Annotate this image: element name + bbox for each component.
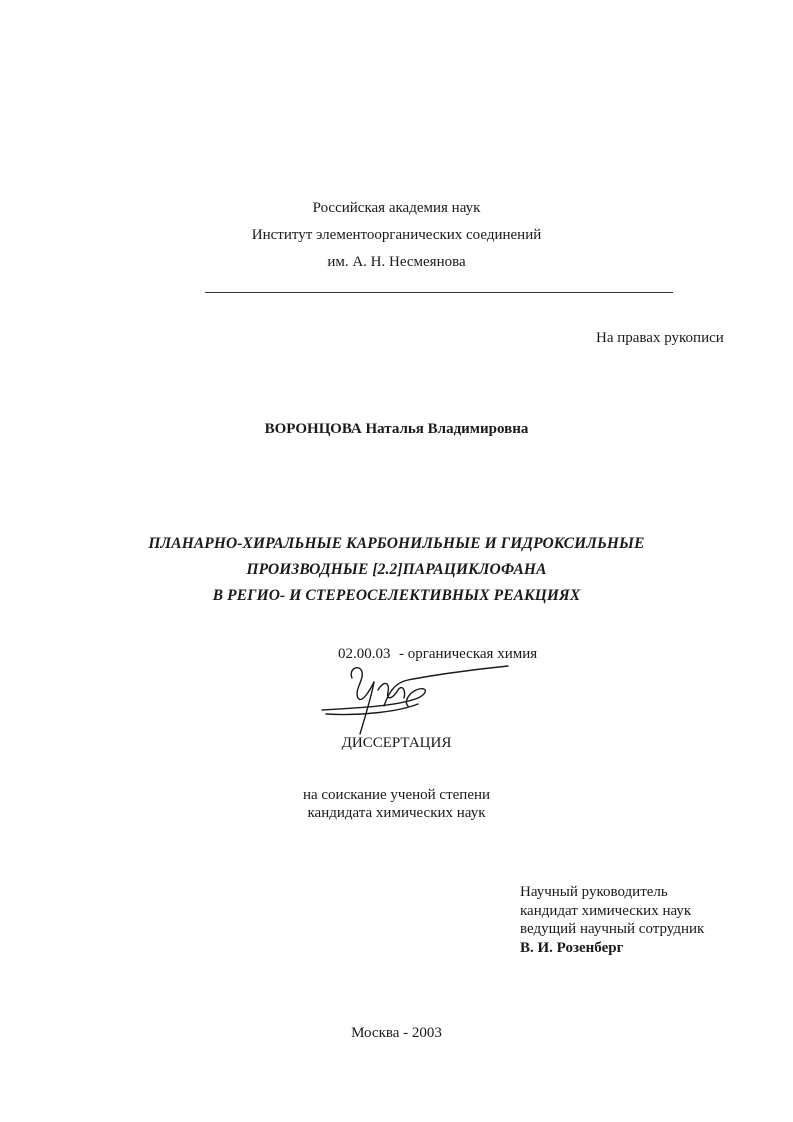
degree-line-2: кандидата химических наук [307, 805, 486, 821]
author-given-names: Наталья Владимировна [365, 421, 529, 437]
title-line-3: В РЕГИО- И СТЕРЕОСЕЛЕКТИВНЫХ РЕАКЦИЯХ [212, 587, 581, 604]
institute-name: Институт элементоорганических соединений [251, 227, 542, 243]
title-line-2: ПРОИЗВОДНЫЕ [2.2]ПАРАЦИКЛОФАНА [246, 561, 547, 578]
rights-notice: На правах рукописи [596, 330, 724, 346]
title-line-1: ПЛАНАРНО-ХИРАЛЬНЫЕ КАРБОНИЛЬНЫЕ И ГИДРОКСИЛЬНЫЕ [148, 535, 645, 552]
degree-line-1: на соискание ученой степени [302, 787, 491, 803]
supervisor-role: Научный руководитель [520, 884, 668, 900]
supervisor-block [520, 883, 704, 957]
specialty-name: - органическая химия [399, 646, 538, 662]
institute-named-after: им. А. Н. Несмеянова [327, 254, 466, 270]
supervisor-position: ведущий научный сотрудник [520, 921, 705, 937]
author-surname: ВОРОНЦОВА [264, 421, 362, 437]
city-year: Москва - 2003 [351, 1025, 442, 1041]
signature-image [318, 660, 518, 738]
author-name [0, 421, 793, 438]
supervisor-degree: кандидат химических наук [520, 902, 692, 919]
supervisor-name: В. И. Розенберг [520, 939, 624, 956]
academy-name: Российская академия наук [312, 200, 481, 216]
document-type: ДИССЕРТАЦИЯ [341, 735, 452, 751]
header-divider [205, 292, 673, 293]
signature-stroke [384, 666, 508, 706]
specialty-code: 02.00.03 [338, 646, 391, 662]
